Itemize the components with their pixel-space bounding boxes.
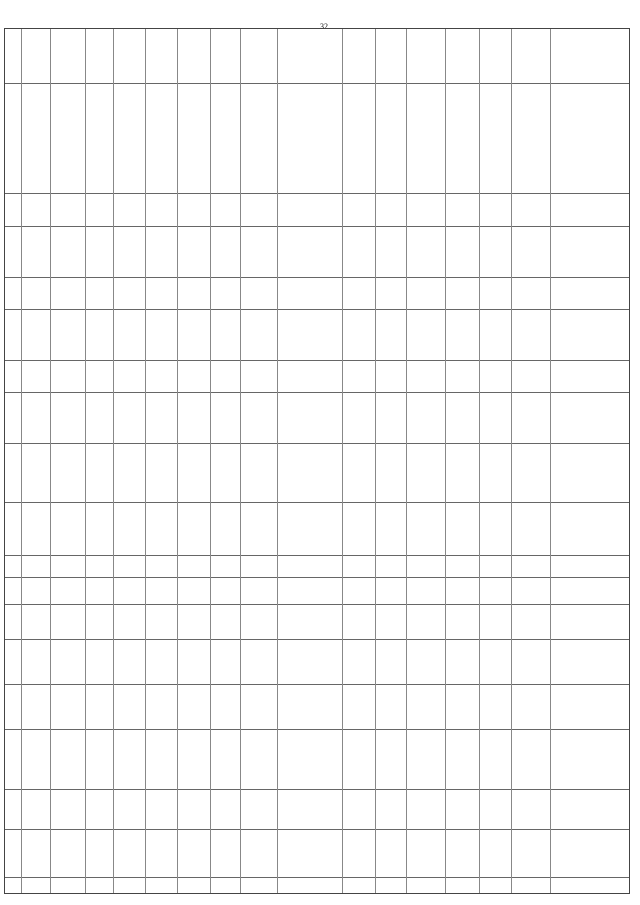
table-column-rule	[479, 29, 480, 893]
table-column-rule	[342, 29, 343, 893]
table-header-rule	[5, 392, 629, 393]
table-column-rule	[50, 29, 51, 893]
table-header-rule	[5, 684, 629, 685]
table-column-rule	[177, 29, 178, 893]
table-header-rule	[5, 789, 629, 790]
table-header-rule	[5, 829, 629, 830]
table-column-rule	[210, 29, 211, 893]
table-header-rule	[5, 577, 629, 578]
table-column-rule	[406, 29, 407, 893]
table-header-rule	[5, 443, 629, 444]
table-column-rule	[240, 29, 241, 893]
table-column-rule	[113, 29, 114, 893]
table-header-rule	[5, 555, 629, 556]
table-column-rule	[375, 29, 376, 893]
table-header-rule	[5, 877, 629, 878]
table-header-rule	[5, 502, 629, 503]
table-header-rule	[5, 639, 629, 640]
table-column-rule	[445, 29, 446, 893]
table-header-rule	[5, 83, 629, 84]
table-header-rule	[5, 729, 629, 730]
table-column-rule	[145, 29, 146, 893]
table-header-rule	[5, 277, 629, 278]
table-column-rule	[277, 29, 278, 893]
table-column-rule	[550, 29, 551, 893]
table-header-rule	[5, 604, 629, 605]
table-column-rule	[85, 29, 86, 893]
table-column-rule	[511, 29, 512, 893]
rotated-table	[4, 28, 630, 894]
table-header-rule	[5, 193, 629, 194]
table-header-rule	[5, 360, 629, 361]
page-number: 32	[320, 22, 328, 31]
table-header-rule	[5, 226, 629, 227]
table-header-rule	[5, 309, 629, 310]
table-column-rule	[21, 29, 22, 893]
